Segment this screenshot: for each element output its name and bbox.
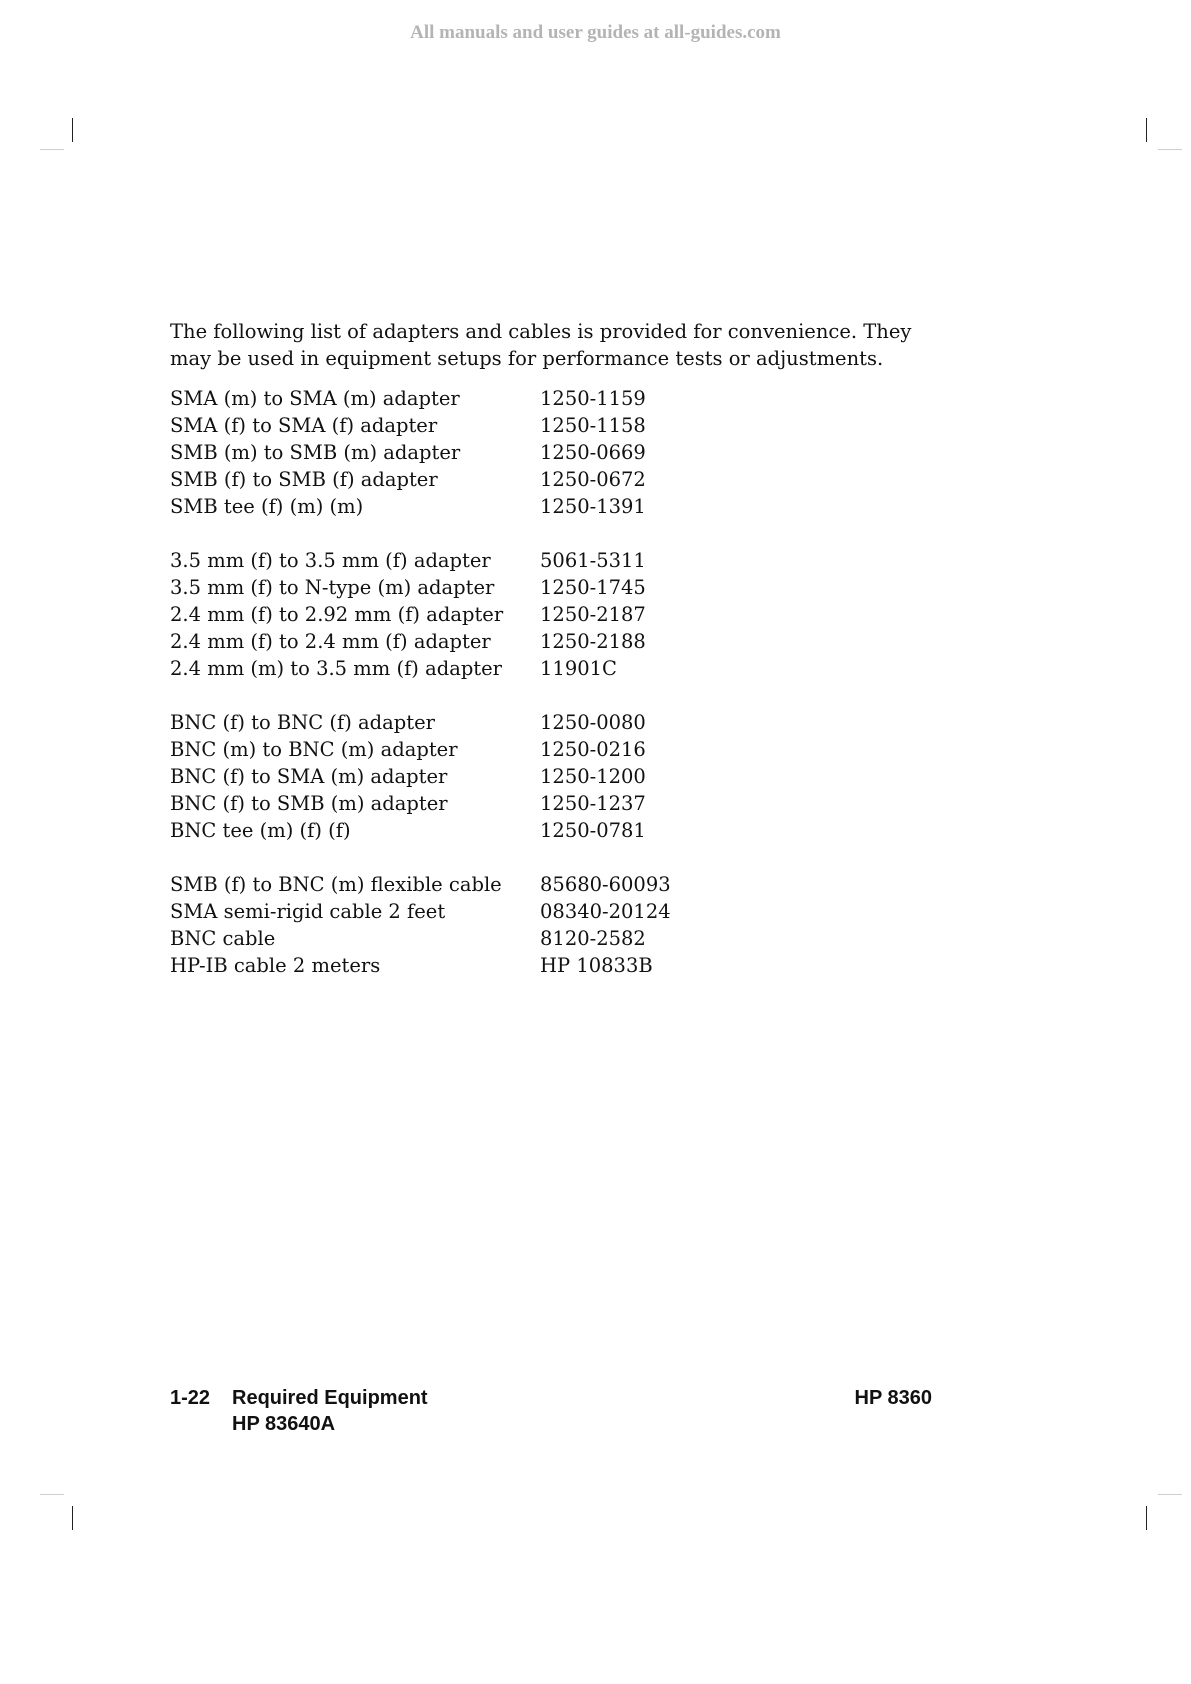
item-description: 3.5 mm (f) to 3.5 mm (f) adapter	[170, 549, 491, 572]
adapter-cable-list	[170, 385, 950, 979]
list-item	[170, 925, 950, 952]
crop-mark-bottom-right-h	[1158, 1494, 1182, 1495]
item-group	[170, 547, 950, 682]
part-number: 1250-0080	[540, 711, 646, 734]
item-description: 2.4 mm (f) to 2.4 mm (f) adapter	[170, 630, 491, 653]
part-number: 08340-20124	[540, 900, 671, 923]
list-item	[170, 547, 950, 574]
part-number: 1250-1158	[540, 414, 646, 437]
crop-mark-bottom-left-h	[40, 1494, 64, 1495]
item-description: SMA semi-rigid cable 2 feet	[170, 900, 446, 923]
list-item	[170, 898, 950, 925]
list-item	[170, 493, 950, 520]
list-item	[170, 952, 950, 979]
page-footer	[170, 1385, 932, 1437]
item-description: SMB (f) to BNC (m) flexible cable	[170, 873, 502, 896]
list-item	[170, 817, 950, 844]
crop-mark-top-right-h	[1158, 149, 1182, 150]
page-body	[170, 318, 950, 1006]
part-number: 1250-1745	[540, 576, 646, 599]
part-number: 1250-0672	[540, 468, 646, 491]
footer-line-1	[170, 1385, 932, 1411]
item-description: SMA (m) to SMA (m) adapter	[170, 387, 460, 410]
part-number: 1250-1237	[540, 792, 646, 815]
section-title: Required Equipment	[232, 1387, 428, 1409]
item-description: 2.4 mm (f) to 2.92 mm (f) adapter	[170, 603, 504, 626]
part-number: HP 10833B	[540, 954, 653, 977]
item-description: HP-IB cable 2 meters	[170, 954, 381, 977]
item-description: BNC (f) to SMA (m) adapter	[170, 765, 448, 788]
crop-mark-bottom-right	[1146, 1506, 1147, 1530]
part-number: 1250-0216	[540, 738, 646, 761]
item-description: 3.5 mm (f) to N-type (m) adapter	[170, 576, 495, 599]
part-number: 1250-1159	[540, 387, 646, 410]
footer-spacer	[170, 1411, 232, 1437]
item-description: SMB (f) to SMB (f) adapter	[170, 468, 438, 491]
item-description: BNC (m) to BNC (m) adapter	[170, 738, 458, 761]
part-number: 8120-2582	[540, 927, 646, 950]
model-sub: HP 83640A	[232, 1413, 336, 1435]
list-item	[170, 574, 950, 601]
item-description: SMB tee (f) (m) (m)	[170, 495, 364, 518]
item-group	[170, 385, 950, 520]
list-item	[170, 412, 950, 439]
crop-mark-top-left	[72, 118, 73, 142]
page-number: 1-22	[170, 1387, 211, 1409]
part-number: 1250-0669	[540, 441, 646, 464]
list-item	[170, 790, 950, 817]
item-description: SMB (m) to SMB (m) adapter	[170, 441, 461, 464]
list-item	[170, 763, 950, 790]
part-number: 5061-5311	[540, 549, 646, 572]
watermark: All manuals and user guides at all-guides.com	[410, 22, 781, 43]
item-group	[170, 871, 950, 979]
list-item	[170, 385, 950, 412]
item-description: BNC tee (m) (f) (f)	[170, 819, 351, 842]
item-group	[170, 709, 950, 844]
item-description: 2.4 mm (m) to 3.5 mm (f) adapter	[170, 657, 503, 680]
part-number: 1250-2188	[540, 630, 646, 653]
part-number: 1250-2187	[540, 603, 646, 626]
list-item	[170, 871, 950, 898]
list-item	[170, 466, 950, 493]
model-number: HP 8360	[854, 1387, 932, 1409]
crop-mark-top-left-h	[40, 149, 64, 150]
list-item	[170, 628, 950, 655]
part-number: 1250-1200	[540, 765, 646, 788]
item-description: SMA (f) to SMA (f) adapter	[170, 414, 438, 437]
part-number: 11901C	[540, 657, 617, 680]
item-description: BNC (f) to BNC (f) adapter	[170, 711, 435, 734]
list-item	[170, 655, 950, 682]
crop-mark-bottom-left	[72, 1506, 73, 1530]
part-number: 1250-0781	[540, 819, 646, 842]
list-item	[170, 736, 950, 763]
part-number: 1250-1391	[540, 495, 646, 518]
list-item	[170, 439, 950, 466]
footer-line-2	[170, 1411, 932, 1437]
list-item	[170, 709, 950, 736]
item-description: BNC (f) to SMB (m) adapter	[170, 792, 448, 815]
part-number: 85680-60093	[540, 873, 671, 896]
crop-mark-top-right	[1146, 118, 1147, 142]
list-item	[170, 601, 950, 628]
intro-paragraph: The following list of adapters and cables is provided for convenience. They may be used in equipment setups for performance tests or adjustments.	[170, 320, 912, 370]
item-description: BNC cable	[170, 927, 276, 950]
